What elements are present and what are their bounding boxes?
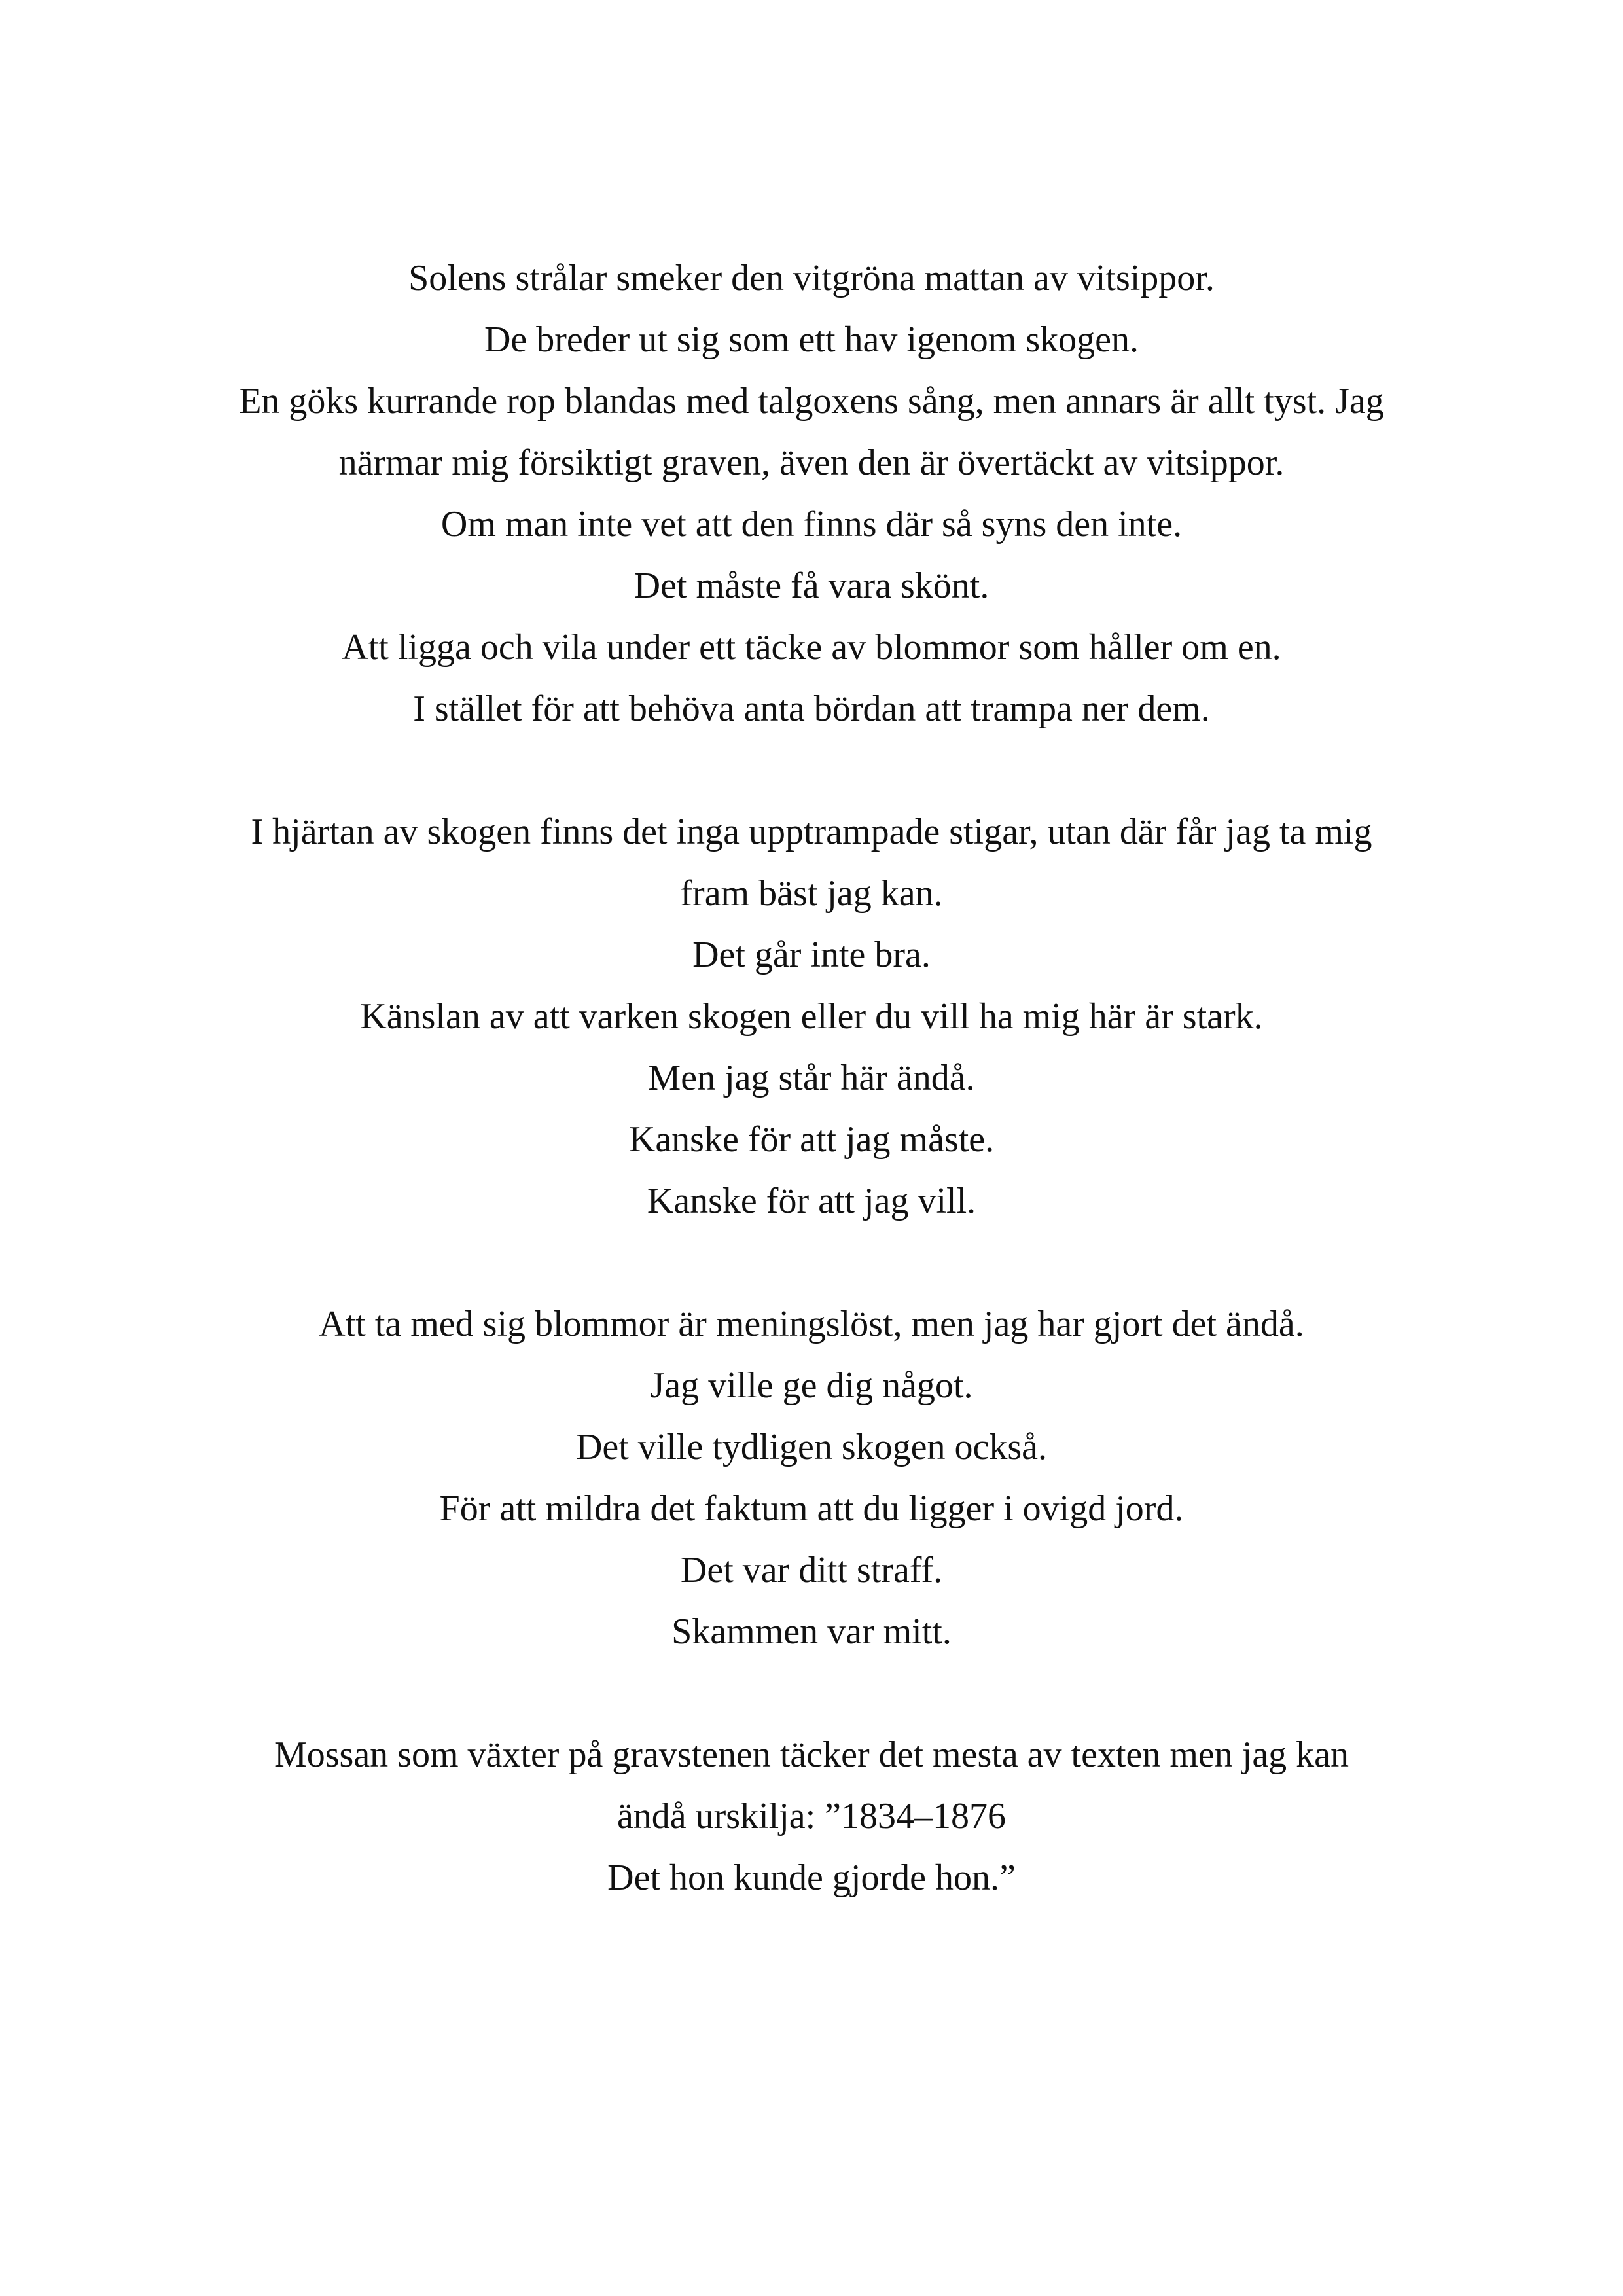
poem-line: Att ta med sig blommor är meningslöst, men jag har gjort det ändå. bbox=[319, 1304, 1304, 1344]
poem-line: fram bäst jag kan. bbox=[680, 873, 943, 914]
poem-line: Kanske för att jag måste. bbox=[628, 1119, 995, 1160]
poem-line: Det ville tydligen skogen också. bbox=[575, 1427, 1048, 1467]
poem-line: Men jag står här ändå. bbox=[648, 1058, 975, 1098]
poem-line: En göks kurrande rop blandas med talgoxens sång, men annars är allt tyst. Jag bbox=[239, 381, 1384, 422]
poem-line: Känslan av att varken skogen eller du vill ha mig här är stark. bbox=[360, 996, 1263, 1037]
poem-line: De breder ut sig som ett hav igenom skogen. bbox=[484, 319, 1139, 360]
poem-line: Mossan som växter på gravstenen täcker det mesta av texten men jag kan bbox=[274, 1734, 1349, 1775]
stanza-2 bbox=[0, 801, 1623, 1232]
stanza-1 bbox=[0, 247, 1623, 740]
poem-line: Kanske för att jag vill. bbox=[647, 1181, 976, 1221]
poem-line: Skammen var mitt. bbox=[671, 1611, 952, 1652]
poem-line: Det var ditt straff. bbox=[680, 1550, 943, 1590]
poem-line: För att mildra det faktum att du ligger i ovigd jord. bbox=[439, 1488, 1184, 1529]
poem-line: Det måste få vara skönt. bbox=[633, 565, 990, 606]
stanza-divider bbox=[0, 1662, 1623, 1724]
poem-line: Att ligga och vila under ett täcke av blommor som håller om en. bbox=[342, 627, 1281, 668]
stanza-divider bbox=[0, 740, 1623, 801]
poem-body bbox=[0, 247, 1623, 1909]
poem-line: Om man inte vet att den finns där så syns den inte. bbox=[440, 504, 1183, 545]
poem-line: I hjärtan av skogen finns det inga upptrampade stigar, utan där får jag ta mig bbox=[251, 812, 1372, 852]
poem-line: Det hon kunde gjorde hon.” bbox=[607, 1857, 1016, 1898]
poem-line: Solens strålar smeker den vitgröna mattan av vitsippor. bbox=[408, 258, 1215, 298]
poem-line: I stället för att behöva anta bördan att trampa ner dem. bbox=[413, 689, 1210, 729]
stanza-divider bbox=[0, 1232, 1623, 1293]
poem-line: ändå urskilja: ”1834–1876 bbox=[616, 1796, 1007, 1837]
poem-line: Det går inte bra. bbox=[692, 935, 931, 975]
poem-line: närmar mig försiktigt graven, även den är övertäckt av vitsippor. bbox=[338, 442, 1285, 483]
poem-line: Jag ville ge dig något. bbox=[650, 1365, 973, 1406]
stanza-3 bbox=[0, 1293, 1623, 1662]
stanza-4 bbox=[0, 1724, 1623, 1909]
